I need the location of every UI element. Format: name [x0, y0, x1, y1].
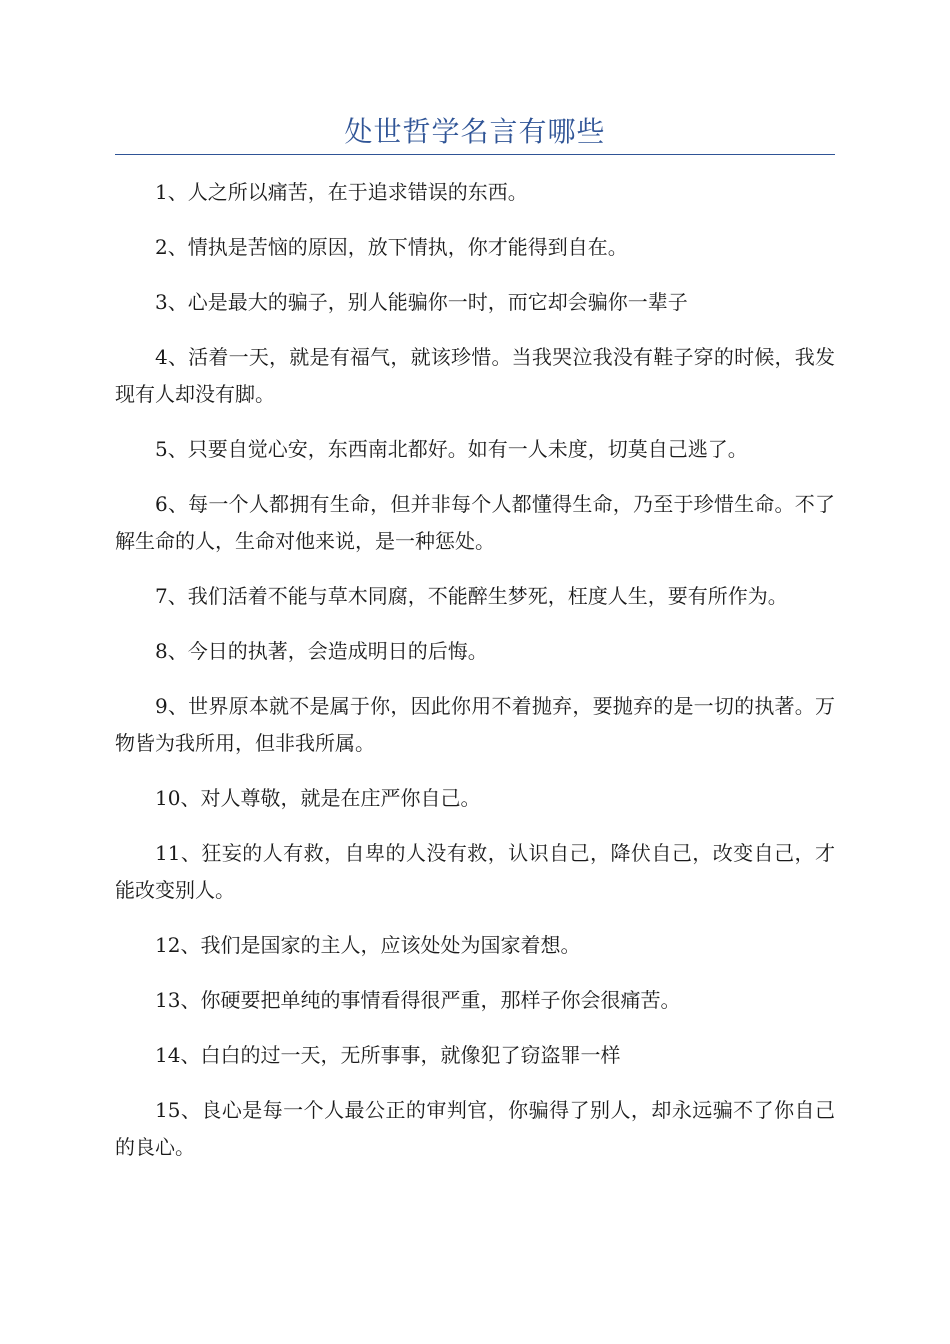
quote-paragraph-3: 3、心是最大的骗子，别人能骗你一时，而它却会骗你一辈子	[155, 290, 688, 314]
quote-list	[115, 174, 835, 1184]
quote-paragraph-6: 6、每一个人都拥有生命，但并非每个人都懂得生命，乃至于珍惜生命。不了解生命的人，生命对他来说，是一种惩处。	[115, 492, 835, 553]
quote-paragraph-7: 7、我们活着不能与草木同腐，不能醉生梦死，枉度人生，要有所作为。	[155, 584, 788, 608]
quote-paragraph-10: 10、对人尊敬，就是在庄严你自己。	[155, 786, 481, 810]
quote-paragraph-5: 5、只要自觉心安，东西南北都好。如有一人未度，切莫自己逃了。	[155, 437, 748, 461]
quote-paragraph-8: 8、今日的执著，会造成明日的后悔。	[155, 639, 488, 663]
quote-paragraph-15: 15、良心是每一个人最公正的审判官，你骗得了别人，却永远骗不了你自己的良心。	[115, 1098, 835, 1159]
quote-paragraph-9: 9、世界原本就不是属于你，因此你用不着抛弃，要抛弃的是一切的执著。万物皆为我所用，但非我所属。	[115, 694, 835, 755]
quote-paragraph-2: 2、情执是苦恼的原因，放下情执，你才能得到自在。	[155, 235, 628, 259]
quote-paragraph-12: 12、我们是国家的主人，应该处处为国家着想。	[155, 933, 581, 957]
quote-paragraph-1: 1、人之所以痛苦，在于追求错误的东西。	[155, 180, 528, 204]
quote-paragraph-11: 11、狂妄的人有救，自卑的人没有救，认识自己，降伏自己，改变自己，才能改变别人。	[115, 841, 835, 902]
quote-paragraph-14: 14、白白的过一天，无所事事，就像犯了窃盗罪一样	[155, 1043, 621, 1067]
quote-paragraph-13: 13、你硬要把单纯的事情看得很严重，那样子你会很痛苦。	[155, 988, 681, 1012]
title-underline	[115, 154, 835, 155]
quote-paragraph-4: 4、活着一天，就是有福气，就该珍惜。当我哭泣我没有鞋子穿的时候，我发现有人却没有脚。	[115, 345, 835, 406]
page-title: 处世哲学名言有哪些	[344, 115, 606, 148]
